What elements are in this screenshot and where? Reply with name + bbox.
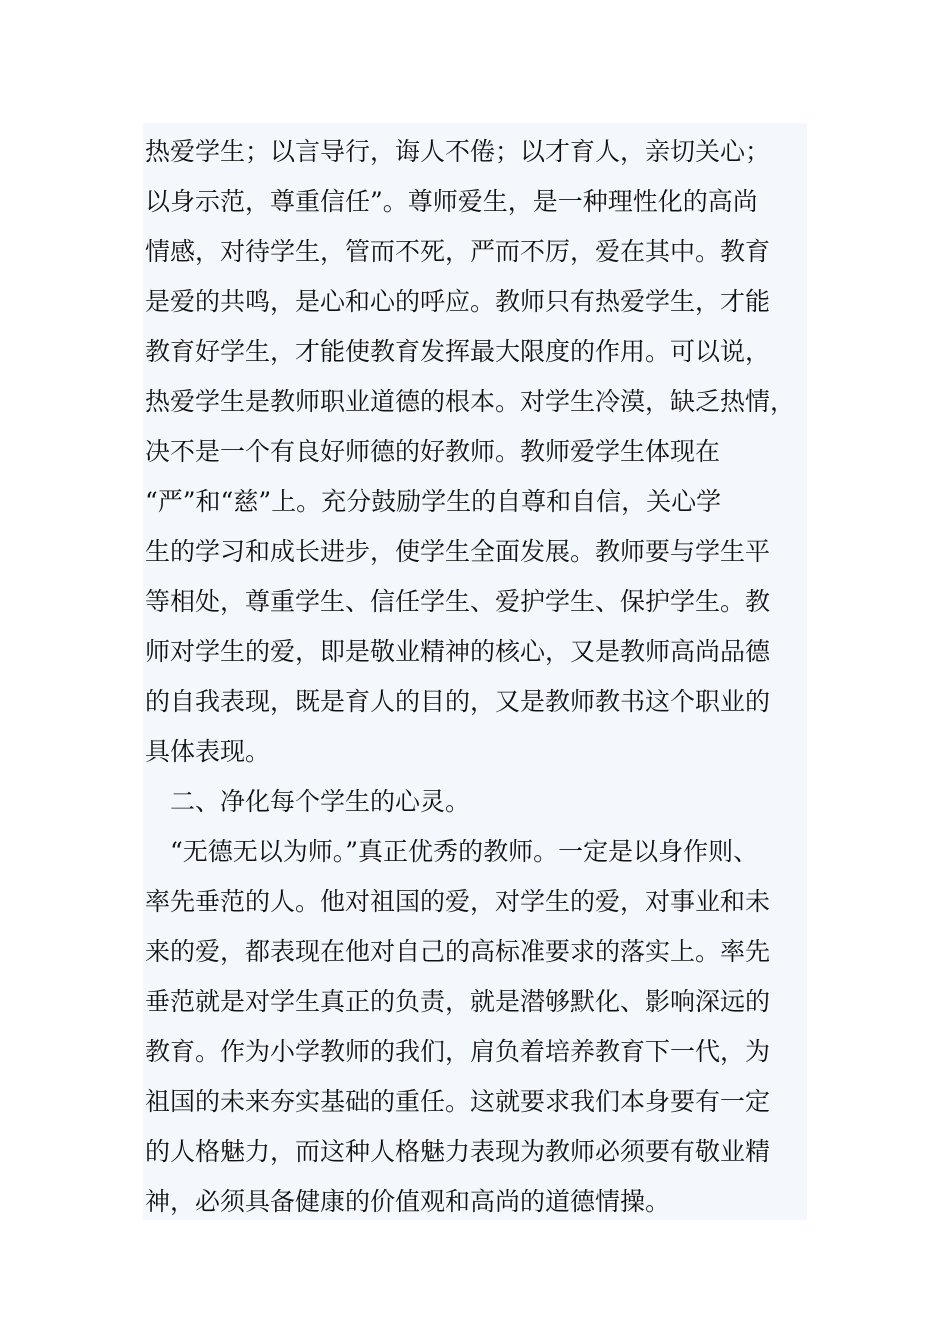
text-line: 率先垂范的人。他对祖国的爱，对学生的爱，对事业和未 <box>145 887 771 916</box>
text-line: 教育好学生，才能使教育发挥最大限度的作用。可以说， <box>145 337 771 366</box>
text-line: “严”和“慈”上。充分鼓励学生的自尊和自信，关心学 <box>145 487 722 516</box>
text-line: 决不是一个有良好师德的好教师。教师爱学生体现在 <box>145 437 721 466</box>
text-line: 热爱学生；以言导行，诲人不倦；以才育人，亲切关心； <box>145 137 771 166</box>
text-line: 生的学习和成长进步，使学生全面发展。教师要与学生平 <box>145 537 771 566</box>
section-heading: 二、净化每个学生的心灵。 <box>145 787 471 816</box>
text-line: 神，必须具备健康的价值观和高尚的道德情操。 <box>145 1187 671 1216</box>
text-line: 垂范就是对学生真正的负责，就是潜够默化、影响深远的 <box>145 987 771 1016</box>
text-line: 热爱学生是教师职业道德的根本。对学生冷漠，缺乏热情， <box>145 387 796 416</box>
text-line: 来的爱，都表现在他对自己的高标准要求的落实上。率先 <box>145 937 771 966</box>
body-text <box>143 123 807 1220</box>
text-line: 是爱的共鸣，是心和心的呼应。教师只有热爱学生，才能 <box>145 287 771 316</box>
text-line: 等相处，尊重学生、信任学生、爱护学生、保护学生。教 <box>145 587 771 616</box>
text-line: “无德无以为师。”真正优秀的教师。一定是以身作则、 <box>145 837 759 866</box>
text-line: 师对学生的爱，即是敬业精神的核心，又是教师高尚品德 <box>145 637 771 666</box>
text-line: 的自我表现，既是育人的目的，又是教师教书这个职业的 <box>145 687 771 716</box>
text-line: 具体表现。 <box>145 737 271 766</box>
text-line: 的人格魅力，而这种人格魅力表现为教师必须要有敬业精 <box>145 1137 771 1166</box>
text-line: 情感，对待学生，管而不死，严而不厉，爱在其中。教育 <box>145 237 771 266</box>
text-line: 祖国的未来夯实基础的重任。这就要求我们本身要有一定 <box>145 1087 771 1116</box>
text-line: 教育。作为小学教师的我们，肩负着培养教育下一代，为 <box>145 1037 771 1066</box>
text-line: 以身示范，尊重信任”。尊师爱生，是一种理性化的高尚 <box>145 187 758 216</box>
